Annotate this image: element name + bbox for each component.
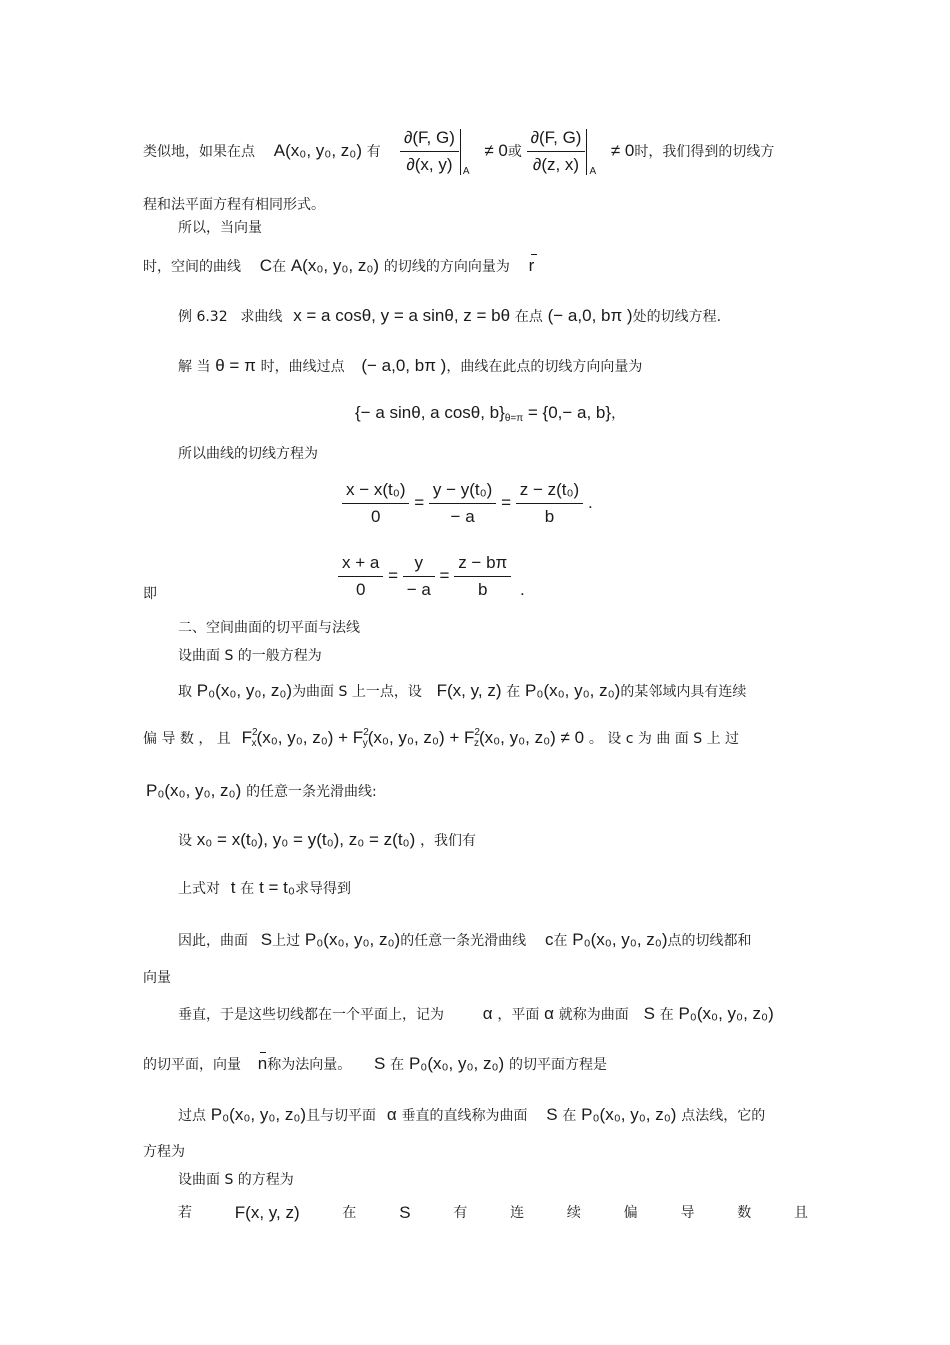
jacobian-2 bbox=[527, 128, 586, 175]
point-p0: P₀(x₀, y₀, z₀) bbox=[408, 1054, 505, 1073]
word: 在 bbox=[342, 1205, 357, 1221]
numerator: x + a bbox=[338, 553, 383, 577]
eval-point: A bbox=[462, 165, 470, 177]
subscript: x bbox=[251, 738, 257, 749]
symbol-f: F bbox=[241, 728, 252, 747]
neq-zero: ≠ 0 bbox=[610, 140, 635, 160]
t-equals-t0: t = t₀ bbox=[259, 878, 295, 897]
point-p0: P₀(x₀, y₀, z₀) bbox=[210, 1105, 307, 1124]
text: 处的切线方程. bbox=[632, 309, 722, 325]
eval-bar bbox=[460, 129, 461, 175]
text: 垂直的直线称为曲面 bbox=[401, 1108, 528, 1124]
denominator: 0 bbox=[371, 507, 381, 526]
eval-point: A bbox=[589, 165, 597, 177]
text: 类似地，如果在点 bbox=[143, 144, 255, 160]
point: (− a,0, bπ ) bbox=[361, 356, 447, 375]
numerator: z − z(t₀) bbox=[516, 480, 583, 504]
text: 或 bbox=[507, 143, 522, 160]
plane-alpha: α bbox=[482, 1004, 493, 1023]
para-7-line-1 bbox=[178, 1004, 774, 1025]
text: 在 bbox=[390, 1057, 405, 1073]
plane-alpha: α bbox=[386, 1105, 397, 1124]
square: 2 bbox=[474, 727, 480, 738]
point: (− a,0, bπ ) bbox=[547, 306, 633, 325]
point-p0: P₀(x₀, y₀, z₀) bbox=[146, 781, 242, 800]
neq-zero: ≠ 0 bbox=[484, 140, 508, 160]
fraction bbox=[342, 480, 409, 527]
para-3-line-3 bbox=[146, 781, 377, 802]
denominator: − a bbox=[450, 507, 475, 526]
point-p0: P₀(x₀, y₀, z₀) bbox=[678, 1004, 774, 1023]
para-2-line-2 bbox=[143, 256, 534, 277]
numerator: z − bπ bbox=[454, 553, 511, 577]
variable-t: t bbox=[230, 878, 236, 897]
text: ，平面 bbox=[497, 1007, 540, 1023]
para-7-line-2 bbox=[143, 1054, 607, 1075]
jacobian-2-numerator: ∂(F, G) bbox=[527, 128, 586, 152]
solution-line-3: 所以曲线的切线方程为 bbox=[178, 446, 318, 462]
text: 上式对 bbox=[178, 881, 220, 897]
text: 为曲面 S 上一点，设 bbox=[292, 684, 422, 700]
text: 就称为曲面 bbox=[558, 1007, 629, 1023]
fraction bbox=[338, 553, 383, 600]
text: 的任意一条光滑曲线 bbox=[400, 933, 527, 949]
text: 偏 导 数 ， 且 bbox=[143, 731, 231, 747]
text: 在 bbox=[506, 684, 521, 700]
text: 的任意一条光滑曲线: bbox=[246, 784, 377, 800]
text: 过点 bbox=[178, 1108, 206, 1124]
condition: θ = π bbox=[215, 356, 256, 375]
subscript: y bbox=[362, 738, 368, 749]
section-heading: 二、空间曲面的切平面与法线 bbox=[178, 620, 360, 636]
direction-vector bbox=[355, 403, 625, 424]
fraction bbox=[429, 480, 496, 527]
para-1-line-1 bbox=[143, 141, 381, 162]
period: . bbox=[587, 492, 593, 512]
gradient-condition bbox=[242, 728, 584, 747]
expr: (x₀, y₀, z₀) + F bbox=[367, 728, 475, 747]
text: 的某邻域内具有连续 bbox=[620, 684, 747, 700]
numerator: y − y(t₀) bbox=[429, 480, 496, 504]
text: 解 当 bbox=[178, 359, 211, 375]
word: 若 bbox=[178, 1205, 192, 1221]
text: 点的切线都和 bbox=[667, 933, 752, 949]
para-3-line-1 bbox=[178, 681, 746, 702]
text: 时，曲线过点 bbox=[260, 359, 345, 375]
text: 点法线，它的 bbox=[681, 1108, 766, 1124]
text: 求导得到 bbox=[294, 881, 351, 897]
solution-line-1 bbox=[178, 356, 642, 377]
text: ，我们有 bbox=[420, 833, 477, 849]
text: 称为法向量。 bbox=[267, 1057, 352, 1073]
plane-alpha: α bbox=[544, 1004, 554, 1023]
point-a: A(x₀, y₀, z₀) bbox=[273, 141, 363, 160]
eval-bar bbox=[586, 129, 587, 175]
denominator: − a bbox=[406, 580, 431, 599]
text: 的切线的方向向量为 bbox=[383, 259, 510, 275]
curve-c: C bbox=[259, 256, 273, 275]
denominator: b bbox=[478, 580, 488, 599]
text: 有 bbox=[366, 144, 381, 160]
text: ， bbox=[611, 406, 626, 422]
fraction bbox=[403, 553, 435, 600]
point-p0: P₀(x₀, y₀, z₀) bbox=[525, 681, 621, 700]
curve-equation: x = a cosθ, y = a sinθ, z = bθ bbox=[293, 306, 511, 325]
word: 且 bbox=[794, 1205, 808, 1221]
point-p0: P₀(x₀, y₀, z₀) bbox=[196, 681, 293, 700]
tangent-equation-general: $\frac{\text{x − x(t₀)}}{0}$ = $\frac{\text{y − y(t₀)}}{- a}$ = $\frac{\text{z − z(t₀)}}{b}$ . bbox=[342, 480, 593, 527]
surface-s: S bbox=[374, 1054, 386, 1073]
word: 连 bbox=[510, 1205, 525, 1221]
surface-s: S bbox=[643, 1004, 655, 1023]
text: 在点 bbox=[514, 309, 543, 325]
denominator: b bbox=[544, 507, 555, 526]
para-8-line-1 bbox=[178, 1105, 765, 1126]
square: 2 bbox=[251, 727, 258, 738]
example-6-32 bbox=[178, 306, 721, 327]
text: 在 bbox=[659, 1007, 674, 1023]
point-p0: P₀(x₀, y₀, z₀) bbox=[304, 930, 401, 949]
text: 在 bbox=[240, 881, 255, 897]
fraction bbox=[516, 480, 583, 527]
period: . bbox=[520, 579, 525, 599]
para-4 bbox=[178, 830, 476, 851]
word: 续 bbox=[566, 1205, 581, 1221]
word: 数 bbox=[737, 1205, 752, 1221]
expr: (x₀, y₀, z₀) + F bbox=[256, 728, 364, 747]
jacobian-1 bbox=[400, 128, 459, 175]
para-5 bbox=[178, 878, 351, 899]
text: ，曲线在此点的切线方向向量为 bbox=[446, 359, 643, 375]
text: 时，我们得到的切线方 bbox=[634, 143, 775, 160]
vector-expression: {− a sinθ, a cosθ, b} bbox=[355, 403, 505, 422]
expr: (x₀, y₀, z₀) ≠ 0 bbox=[478, 728, 585, 747]
point-p0: P₀(x₀, y₀, z₀) bbox=[572, 930, 668, 949]
jacobian-condition bbox=[400, 128, 774, 182]
parametrization: x₀ = x(t₀), y₀ = y(t₀), z₀ = z(t₀) bbox=[196, 830, 416, 849]
numerator: x − x(t₀) bbox=[342, 480, 409, 504]
text: 取 bbox=[178, 684, 192, 700]
text: 垂直，于是这些切线都在一个平面上，记为 bbox=[178, 1007, 444, 1023]
function-f: F(x, y, z) bbox=[436, 681, 502, 700]
text: 的切平面，向量 bbox=[143, 1057, 241, 1073]
word: 有 bbox=[453, 1205, 468, 1221]
fraction bbox=[454, 553, 511, 600]
text: 的切平面方程是 bbox=[509, 1057, 607, 1073]
para-6-line-2: 向量 bbox=[143, 970, 171, 986]
jacobian-1-denominator: ∂(x, y) bbox=[406, 155, 453, 174]
jacobian-2-denominator: ∂(z, x) bbox=[532, 155, 580, 174]
vector-value: = {0,− a, b} bbox=[527, 403, 612, 422]
text: 因此，曲面 bbox=[178, 933, 248, 949]
text: 在 bbox=[562, 1108, 577, 1124]
point-p0: P₀(x₀, y₀, z₀) bbox=[581, 1105, 677, 1124]
text: 上过 bbox=[272, 933, 301, 949]
point-a: A(x₀, y₀, z₀) bbox=[290, 256, 380, 275]
text: 时，空间的曲线 bbox=[143, 259, 241, 275]
denominator: 0 bbox=[355, 580, 366, 599]
vector-r: r bbox=[528, 256, 535, 275]
para-8-line-3: 设曲面 S 的方程为 bbox=[178, 1172, 294, 1188]
surface-s: S bbox=[260, 930, 273, 949]
para-8-line-2: 方程为 bbox=[143, 1144, 185, 1160]
normal-vector-n: n bbox=[257, 1054, 268, 1073]
text: 在 bbox=[272, 259, 287, 275]
word: S bbox=[399, 1203, 411, 1222]
word: F(x, y, z) bbox=[234, 1203, 300, 1222]
word: 偏 bbox=[623, 1205, 638, 1221]
para-3-line-2 bbox=[143, 728, 739, 749]
para-6-line-1 bbox=[178, 930, 752, 951]
numerator: y bbox=[403, 553, 435, 577]
tangent-equation-result: $\frac{x + a}{0}$ = $\frac{y}{- a}$ = $\frac{z - b\pi}{b}$ . bbox=[338, 553, 525, 600]
text: 在 bbox=[553, 933, 568, 949]
text: 。 设 c 为 曲 面 S 上 过 bbox=[588, 731, 740, 747]
para-9 bbox=[178, 1203, 808, 1223]
square: 2 bbox=[363, 727, 369, 738]
jacobian-1-numerator: ∂(F, G) bbox=[400, 128, 459, 152]
evaluation-subscript: θ=π bbox=[504, 413, 524, 424]
surface-s: S bbox=[546, 1105, 558, 1124]
text: 且与切平面 bbox=[306, 1108, 377, 1124]
example-label: 例 6.32 bbox=[178, 309, 228, 325]
text-ji: 即 bbox=[143, 586, 157, 602]
general-equation-line: 设曲面 S 的一般方程为 bbox=[178, 648, 322, 664]
subscript: z bbox=[473, 738, 479, 749]
text: 求曲线 bbox=[240, 309, 283, 325]
para-1-line-2: 程和法平面方程有相同形式。 bbox=[143, 197, 325, 213]
text: 设 bbox=[178, 833, 192, 849]
curve-c: c bbox=[544, 930, 554, 949]
word: 导 bbox=[680, 1205, 695, 1221]
para-2-line-1: 所以，当向量 bbox=[178, 220, 262, 236]
